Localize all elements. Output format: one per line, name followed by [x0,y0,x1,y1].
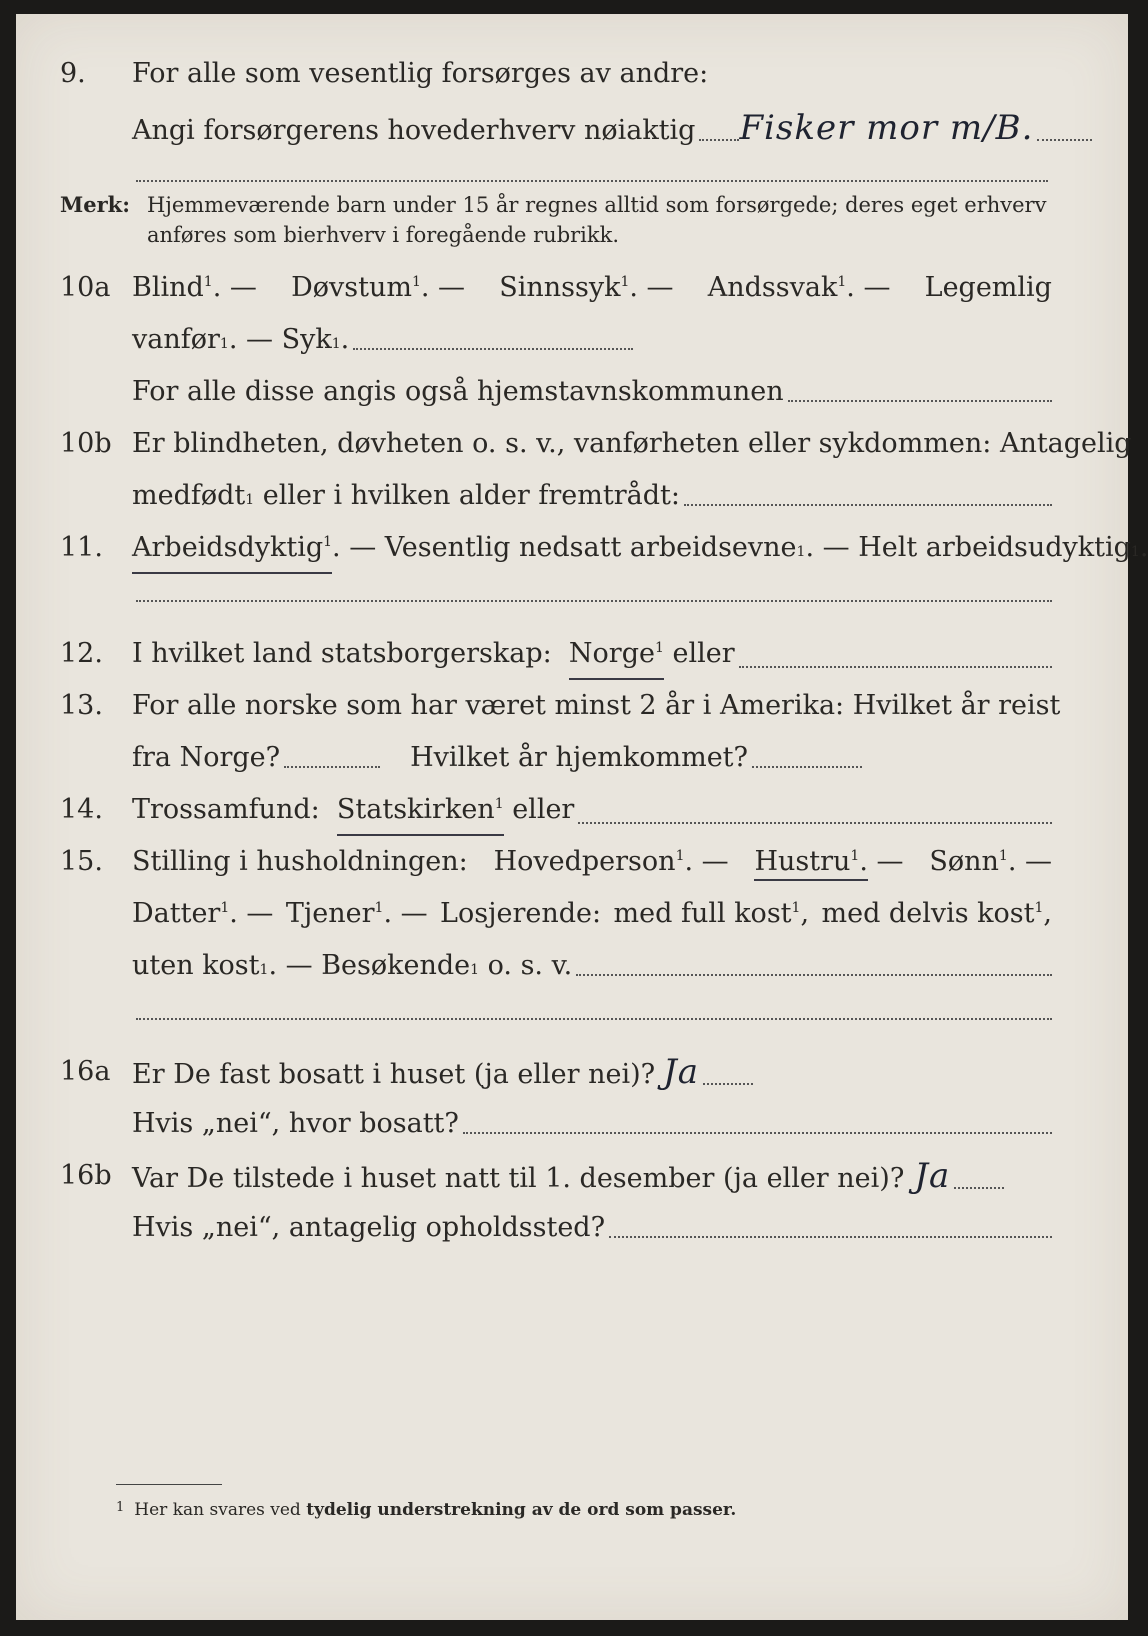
q13-row2: fra Norge? Hvilket år hjemkommet? [16,736,1128,780]
q10a-row3: For alle disse angis også hjemstavnskommunen [16,370,1128,414]
q11-number: 11. [60,532,103,563]
q10b-row2: medfødt 1 eller i hvilken alder fremtrådt: [16,474,1128,518]
q9-handwritten-answer: Fisker mor m/B. [739,108,1034,148]
q12-selected-norge: Norge$^1$ [569,632,664,680]
q16a-row2: Hvis „nei“, hvor bosatt? [16,1102,1128,1146]
q12-row: 12. I hvilket land statsborgerskap: Norge$^1$ eller [16,632,1128,676]
q11-row: 11. Arbeidsdyktig$^1$ . — Vesentlig nedsatt arbeidsevne 1 . — Helt arbeidsudyktig 1 . [16,526,1128,570]
q9-title: For alle som vesentlig forsørges av andre: [132,58,709,89]
q10a-row2: vanfør 1 . — Syk 1 . [16,318,1128,362]
q9-row1 [16,52,1128,96]
q9-row2 [16,106,1128,150]
q10b-number: 10b [60,428,112,459]
q16b-row2: Hvis „nei“, antagelig opholdssted? [16,1206,1128,1250]
q10b-row1: 10b Er blindheten, døvheten o. s. v., vanførheten eller sykdommen: Antagelig [16,422,1128,466]
merk-note [16,190,1128,254]
q9-extra-line [136,180,1048,182]
q16a-row1: 16a Er De fast bosatt i huset (ja eller nei)? Ja [16,1050,1128,1094]
footnote-rule [116,1484,222,1485]
merk-line1: Hjemmeværende barn under 15 år regnes alltid som forsørgede; deres eget erhverv [147,193,1047,217]
q14-selected-statskirken: Statskirken$^1$ [337,788,504,836]
merk-line2: anføres som bierhverv i foregående rubrikk. [147,223,620,247]
q16a-handwritten-answer: Ja [663,1052,700,1092]
q10a-options: Blind$^1$. — Døvstum$^1$. — Sinnssyk$^1$. — Andssvak$^1$. — Legemlig [132,272,1052,303]
q11-extra-line [136,600,1052,602]
q16b-row1: 16b Var De tilstede i huset natt til 1. desember (ja eller nei)? Ja [16,1154,1128,1198]
footnote: $^1$ Her kan svares ved tydelig understrekning av de ord som passer. [116,1500,737,1520]
q12-number: 12. [60,638,103,669]
q13-number: 13. [60,690,103,721]
q15-selected-hustru: Hustru$^1$. [754,846,867,881]
q9-occupation-line: Angi forsørgerens hovederhverv nøiaktig Fisker mor m/B. [132,106,1092,153]
q11-selected-arbeidsdyktig: Arbeidsdyktig$^1$ [132,526,332,574]
q15-row2: Datter$^1$. — Tjener$^1$. — Losjerende: med full kost$^1$, med delvis kost$^1$, [132,898,1052,929]
q10a-row1 [16,266,1128,310]
q15-row1: 15. Stilling i husholdningen: Hovedperson$^1$. — Hustru$^1$. — Sønn$^1$. — [16,840,1128,884]
q10a-number: 10a [60,272,111,303]
q9-number: 9. [60,58,86,89]
q16b-number: 16b [60,1160,112,1191]
q13-row1: 13. For alle norske som har været minst 2 år i Amerika: Hvilket år reist [16,684,1128,728]
q15-number: 15. [60,846,103,877]
q14-row: 14. Trossamfund: Statskirken$^1$ eller [16,788,1128,832]
q16b-handwritten-answer: Ja [914,1156,951,1196]
merk-label: Merk: [60,192,130,217]
q15-row3: uten kost 1 . — Besøkende 1 o. s. v. [16,944,1128,988]
q14-number: 14. [60,794,103,825]
q15-extra-line [136,1018,1052,1020]
census-form-page [16,14,1148,1620]
q16a-number: 16a [60,1056,111,1087]
